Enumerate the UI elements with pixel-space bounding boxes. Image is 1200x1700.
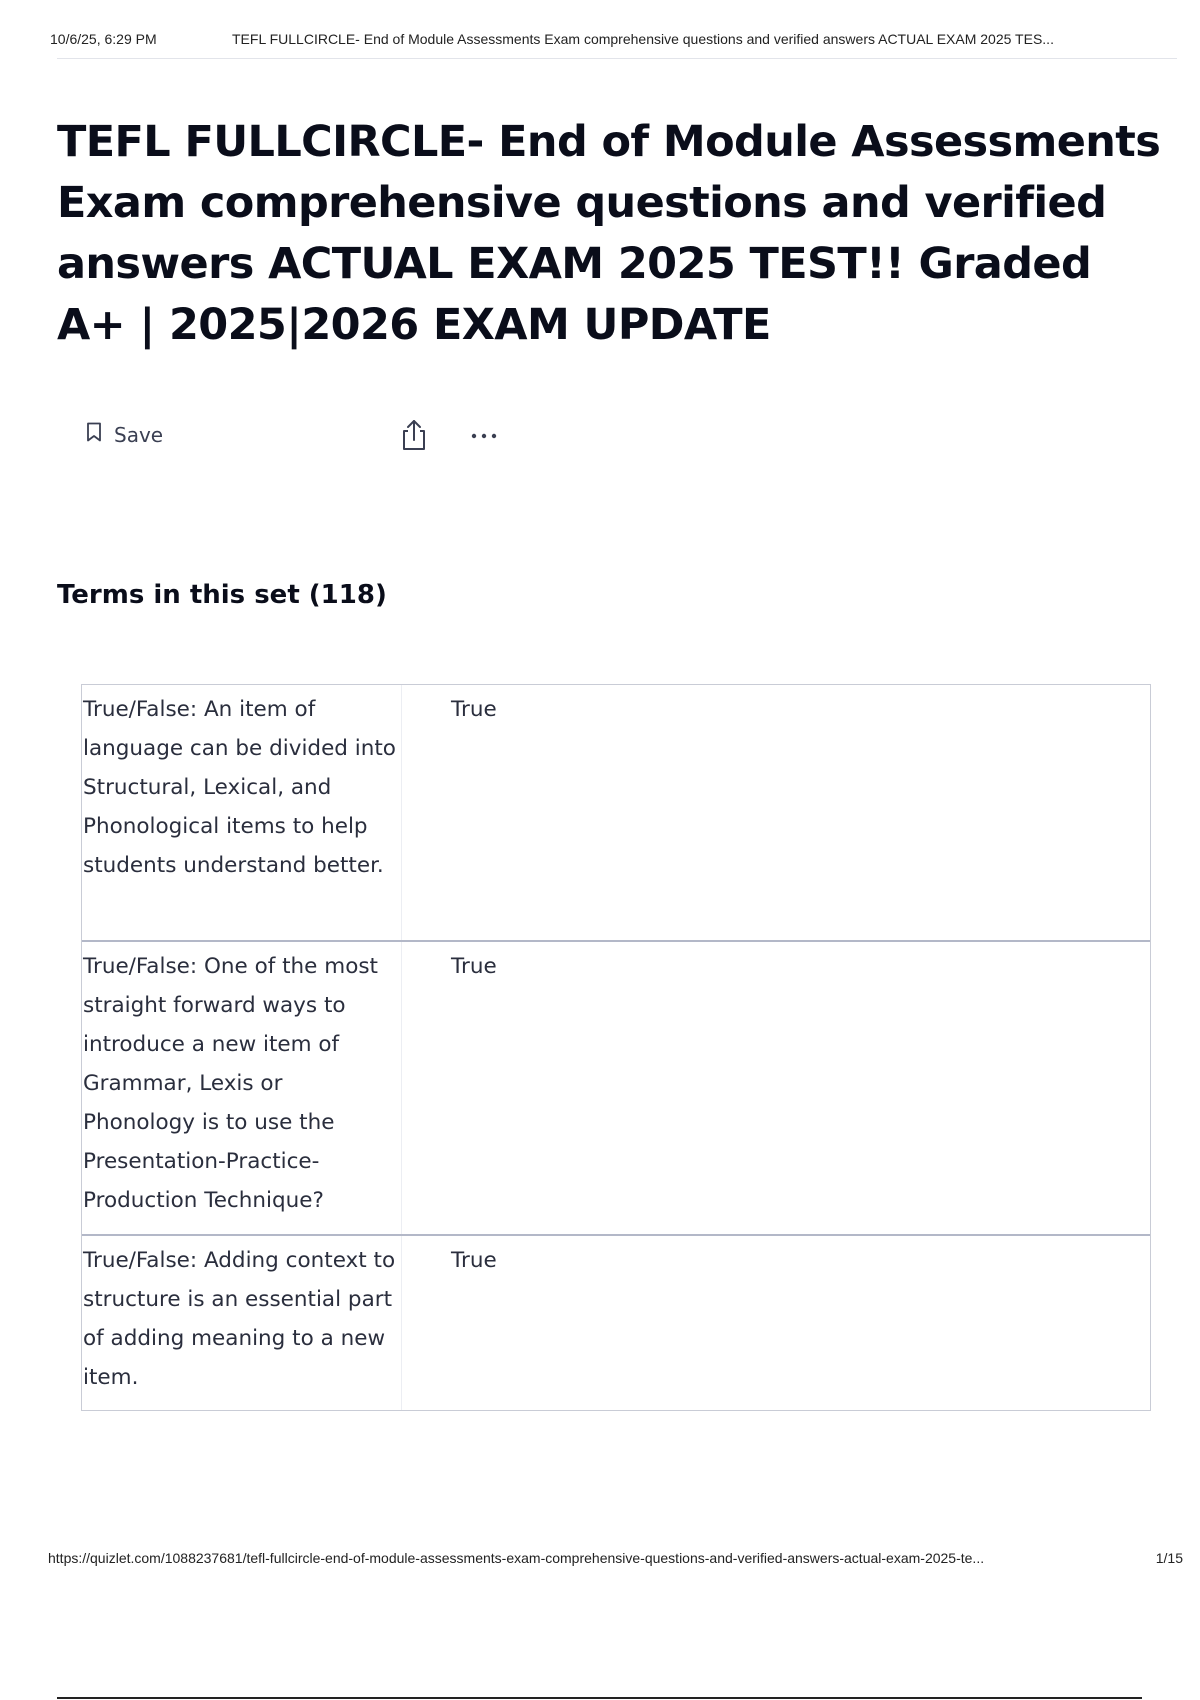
share-button[interactable]	[399, 418, 429, 457]
print-date: 10/6/25, 6:29 PM	[50, 31, 157, 47]
definition-text: True	[451, 1248, 497, 1273]
print-header	[50, 31, 1180, 53]
print-footer	[48, 1550, 1183, 1572]
term-text: True/False: One of the most straight forward ways to introduce a new item of Grammar, Lexis or Phonology is to use the Presentation-Practice-Production Technique?	[82, 942, 402, 1234]
more-options-button[interactable]	[468, 418, 502, 457]
page-title: TEFL FULLCIRCLE- End of Module Assessments Exam comprehensive questions and verified answers ACTUAL EXAM 2025 TEST!! Graded A+ | 2025|2026 EXAM UPDATE	[57, 117, 1161, 350]
term-text: True/False: Adding context to structure is an essential part of adding meaning to a new item.	[82, 1236, 402, 1410]
save-button-label: Save	[114, 422, 164, 447]
more-icon	[468, 439, 502, 456]
term-card	[82, 940, 1150, 1234]
share-icon	[399, 439, 429, 456]
term-card	[82, 685, 1150, 940]
definition-text: True	[451, 954, 497, 979]
term-text: True/False: An item of language can be divided into Structural, Lexical, and Phonological items to help students understand better.	[82, 685, 402, 940]
header-divider	[57, 58, 1177, 59]
terms-heading: Terms in this set (118)	[57, 580, 387, 610]
print-document-title: TEFL FULLCIRCLE- End of Module Assessments Exam comprehensive questions and verified answers ACTUAL EXAM 2025 TES...	[232, 31, 1054, 47]
bottom-divider	[57, 1697, 1142, 1699]
set-actions-toolbar	[86, 418, 526, 458]
terms-list	[81, 684, 1151, 1411]
page-url: https://quizlet.com/1088237681/tefl-fullcircle-end-of-module-assessments-exam-comprehensive-questions-and-verified-answers-actual-exam-2025-te...	[48, 1550, 985, 1566]
definition-text: True	[451, 697, 497, 722]
page-number: 1/15	[1155, 1550, 1183, 1566]
bookmark-icon	[86, 422, 102, 447]
term-card	[82, 1234, 1150, 1410]
save-button[interactable]	[86, 422, 163, 447]
